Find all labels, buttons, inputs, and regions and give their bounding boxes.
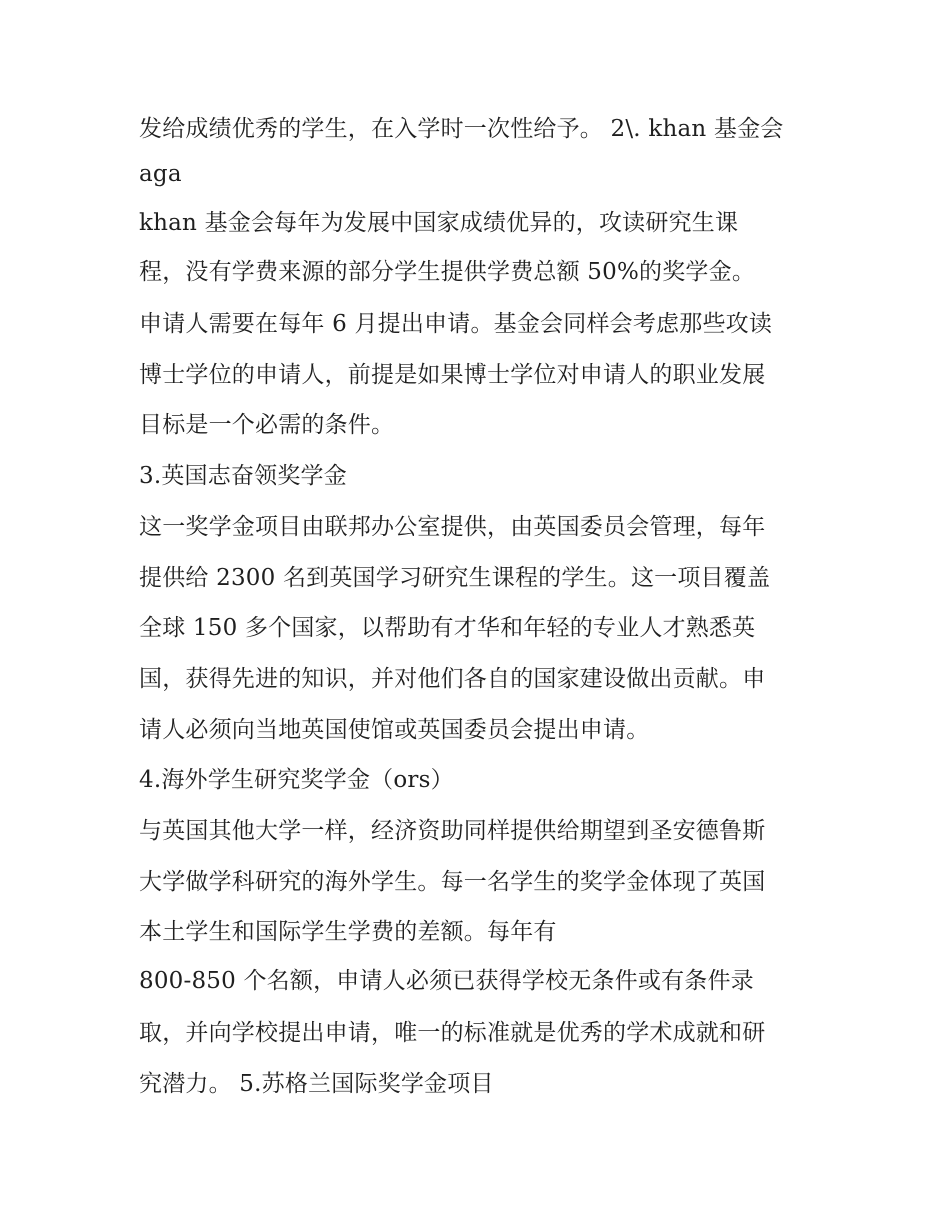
section-heading: 3.英国志奋领奖学金 <box>139 463 347 489</box>
text-line: 全球 150 多个国家，以帮助有才华和年轻的专业人才熟悉英 <box>139 615 756 641</box>
text-line: 发给成绩优秀的学生，在入学时一次性给予。 2\. khan 基金会 <box>139 116 784 142</box>
section-heading: 4.海外学生研究奖学金（ors） <box>139 767 454 793</box>
text-line: aga <box>139 161 182 187</box>
text-line: khan 基金会每年为发展中国家成绩优异的，攻读研究生课 <box>139 210 739 236</box>
text-line: 程，没有学费来源的部分学生提供学费总额 50%的奖学金。 <box>139 259 756 285</box>
text-line: 请人必须向当地英国使馆或英国委员会提出申请。 <box>139 717 650 743</box>
text-line: 本土学生和国际学生学费的差额。每年有 <box>139 919 557 945</box>
text-line: 取，并向学校提出申请，唯一的标准就是优秀的学术成就和研 <box>139 1020 766 1046</box>
text-line: 这一奖学金项目由联邦办公室提供，由英国委员会管理，每年 <box>139 514 766 540</box>
text-line: 提供给 2300 名到英国学习研究生课程的学生。这一项目覆盖 <box>139 565 771 591</box>
text-line: 国，获得先进的知识，并对他们各自的国家建设做出贡献。申 <box>139 666 766 692</box>
text-line: 究潜力。 5.苏格兰国际奖学金项目 <box>139 1071 494 1097</box>
text-line: 博士学位的申请人，前提是如果博士学位对申请人的职业发展 <box>139 362 766 388</box>
text-line: 大学做学科研究的海外学生。每一名学生的奖学金体现了英国 <box>139 869 766 895</box>
text-line: 800-850 个名额，申请人必须已获得学校无条件或有条件录 <box>139 968 754 994</box>
text-line: 目标是一个必需的条件。 <box>139 412 395 438</box>
text-line: 与英国其他大学一样，经济资助同样提供给期望到圣安德鲁斯 <box>139 818 766 844</box>
text-line: 申请人需要在每年 6 月提出申请。基金会同样会考虑那些攻读 <box>139 311 773 337</box>
